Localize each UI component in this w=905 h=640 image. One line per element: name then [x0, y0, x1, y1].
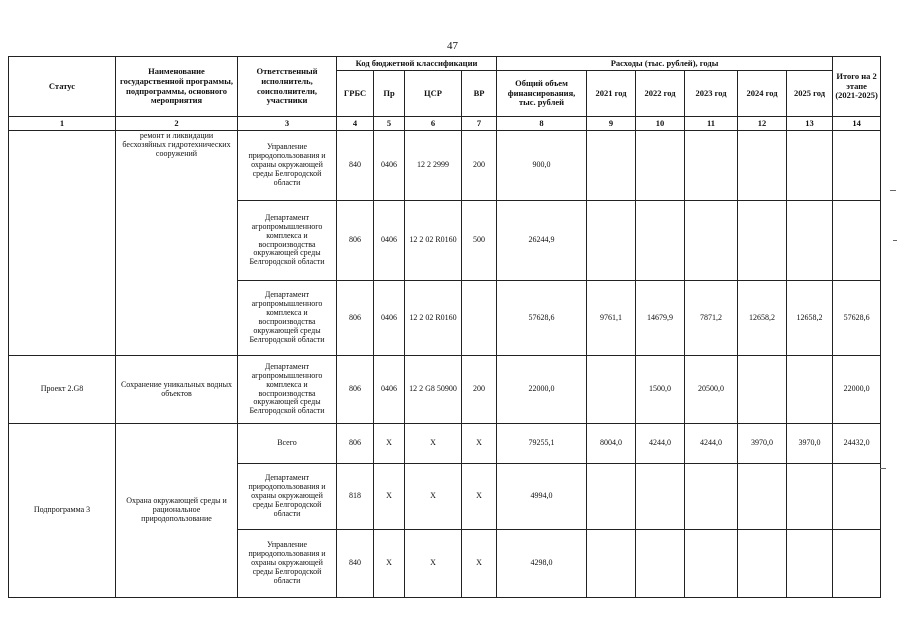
y2021-cell [587, 356, 636, 424]
y2021-cell: 9761,1 [587, 281, 636, 356]
y2025-cell [787, 464, 833, 530]
col-num: 6 [405, 117, 462, 131]
y2024-cell [738, 464, 787, 530]
col-num: 13 [787, 117, 833, 131]
header-csr: ЦСР [405, 71, 462, 117]
col-num: 8 [497, 117, 587, 131]
header-2024: 2024 год [738, 71, 787, 117]
csr-cell: 12 2 2999 [405, 131, 462, 201]
header-budget-code: Код бюджетной классификации [337, 57, 497, 71]
header-program-name: Наименование государственной программы, подпрограммы, основного мероприятия [116, 57, 238, 117]
csr-cell: 12 2 02 R0160 [405, 281, 462, 356]
vr-cell: X [462, 464, 497, 530]
stage-total-cell: 22000,0 [833, 356, 881, 424]
grbs-cell: 806 [337, 424, 374, 464]
header-row-1 [9, 57, 881, 71]
total-cell: 26244,9 [497, 201, 587, 281]
csr-cell: X [405, 464, 462, 530]
vr-cell: 200 [462, 131, 497, 201]
y2022-cell [636, 131, 685, 201]
y2024-cell [738, 201, 787, 281]
stage-total-cell: 24432,0 [833, 424, 881, 464]
total-cell: 4298,0 [497, 530, 587, 598]
col-num: 1 [9, 117, 116, 131]
responsible-cell: Всего [238, 424, 337, 464]
y2024-cell [738, 530, 787, 598]
page-number: 47 [447, 40, 458, 52]
pr-cell: X [374, 530, 405, 598]
col-num: 11 [685, 117, 738, 131]
program-name-cell: ремонт и ликвидации бесхозяйных гидротехнических сооружений [116, 131, 238, 356]
stage-total-cell [833, 464, 881, 530]
y2021-cell [587, 464, 636, 530]
header-grbs: ГРБС [337, 71, 374, 117]
table-row [9, 356, 881, 424]
pr-cell: X [374, 424, 405, 464]
pr-cell: 0406 [374, 201, 405, 281]
y2023-cell [685, 464, 738, 530]
scan-mark [880, 468, 886, 469]
budget-table [8, 56, 881, 598]
header-expenses: Расходы (тыс. рублей), годы [497, 57, 833, 71]
y2024-cell [738, 356, 787, 424]
y2022-cell [636, 201, 685, 281]
header-total-financing: Общий объем финансирования, тыс. рублей [497, 71, 587, 117]
csr-cell: X [405, 530, 462, 598]
y2024-cell: 12658,2 [738, 281, 787, 356]
header-pr: Пр [374, 71, 405, 117]
grbs-cell: 806 [337, 201, 374, 281]
col-num: 12 [738, 117, 787, 131]
csr-cell: 12 2 G8 50900 [405, 356, 462, 424]
csr-cell: X [405, 424, 462, 464]
y2023-cell: 20500,0 [685, 356, 738, 424]
y2025-cell: 3970,0 [787, 424, 833, 464]
table-row [9, 131, 881, 201]
responsible-cell: Департамент агропромышленного комплекса и воспроизводства окружающей среды Белгородской области [238, 356, 337, 424]
header-2021: 2021 год [587, 71, 636, 117]
table-row [9, 424, 881, 464]
total-cell: 79255,1 [497, 424, 587, 464]
vr-cell: X [462, 424, 497, 464]
pr-cell: 0406 [374, 356, 405, 424]
y2025-cell [787, 201, 833, 281]
column-number-row [9, 117, 881, 131]
vr-cell: 500 [462, 201, 497, 281]
grbs-cell: 840 [337, 131, 374, 201]
y2022-cell: 4244,0 [636, 424, 685, 464]
program-name-cell: Сохранение уникальных водных объектов [116, 356, 238, 424]
responsible-cell: Департамент агропромышленного комплекса и воспроизводства окружающей среды Белгородской области [238, 281, 337, 356]
y2023-cell [685, 131, 738, 201]
y2022-cell [636, 464, 685, 530]
program-name-cell: Охрана окружающей среды и рациональное природопользование [116, 424, 238, 598]
y2021-cell [587, 131, 636, 201]
header-responsible: Ответственный исполнитель, соисполнители, участники [238, 57, 337, 117]
total-cell: 900,0 [497, 131, 587, 201]
scan-mark [893, 240, 897, 241]
status-cell: Подпрограмма 3 [9, 424, 116, 598]
y2025-cell: 12658,2 [787, 281, 833, 356]
total-cell: 4994,0 [497, 464, 587, 530]
col-num: 5 [374, 117, 405, 131]
y2022-cell: 1500,0 [636, 356, 685, 424]
grbs-cell: 818 [337, 464, 374, 530]
stage-total-cell [833, 201, 881, 281]
y2021-cell [587, 530, 636, 598]
y2024-cell: 3970,0 [738, 424, 787, 464]
total-cell: 22000,0 [497, 356, 587, 424]
y2021-cell [587, 201, 636, 281]
header-2025: 2025 год [787, 71, 833, 117]
col-num: 10 [636, 117, 685, 131]
col-num: 9 [587, 117, 636, 131]
y2023-cell [685, 201, 738, 281]
status-cell: Проект 2.G8 [9, 356, 116, 424]
pr-cell: 0406 [374, 281, 405, 356]
y2023-cell: 7871,2 [685, 281, 738, 356]
csr-cell: 12 2 02 R0160 [405, 201, 462, 281]
grbs-cell: 840 [337, 530, 374, 598]
stage-total-cell [833, 530, 881, 598]
header-total-stage: Итого на 2 этапе (2021-2025) [833, 57, 881, 117]
status-cell [9, 131, 116, 356]
header-status: Статус [9, 57, 116, 117]
responsible-cell: Управление природопользования и охраны окружающей среды Белгородской области [238, 530, 337, 598]
grbs-cell: 806 [337, 356, 374, 424]
y2021-cell: 8004,0 [587, 424, 636, 464]
scan-mark [890, 190, 896, 191]
stage-total-cell [833, 131, 881, 201]
pr-cell: X [374, 464, 405, 530]
col-num: 7 [462, 117, 497, 131]
y2024-cell [738, 131, 787, 201]
pr-cell: 0406 [374, 131, 405, 201]
grbs-cell: 806 [337, 281, 374, 356]
col-num: 2 [116, 117, 238, 131]
y2023-cell [685, 530, 738, 598]
y2022-cell: 14679,9 [636, 281, 685, 356]
total-cell: 57628,6 [497, 281, 587, 356]
header-vr: ВР [462, 71, 497, 117]
y2025-cell [787, 131, 833, 201]
vr-cell: X [462, 530, 497, 598]
header-2023: 2023 год [685, 71, 738, 117]
col-num: 4 [337, 117, 374, 131]
y2025-cell [787, 356, 833, 424]
y2023-cell: 4244,0 [685, 424, 738, 464]
responsible-cell: Управление природопользования и охраны окружающей среды Белгородской области [238, 131, 337, 201]
y2022-cell [636, 530, 685, 598]
vr-cell [462, 281, 497, 356]
responsible-cell: Департамент природопользования и охраны окружающей среды Белгородской области [238, 464, 337, 530]
stage-total-cell: 57628,6 [833, 281, 881, 356]
responsible-cell: Департамент агропромышленного комплекса и воспроизводства окружающей среды Белгородской области [238, 201, 337, 281]
header-2022: 2022 год [636, 71, 685, 117]
y2025-cell [787, 530, 833, 598]
vr-cell: 200 [462, 356, 497, 424]
col-num: 3 [238, 117, 337, 131]
col-num: 14 [833, 117, 881, 131]
